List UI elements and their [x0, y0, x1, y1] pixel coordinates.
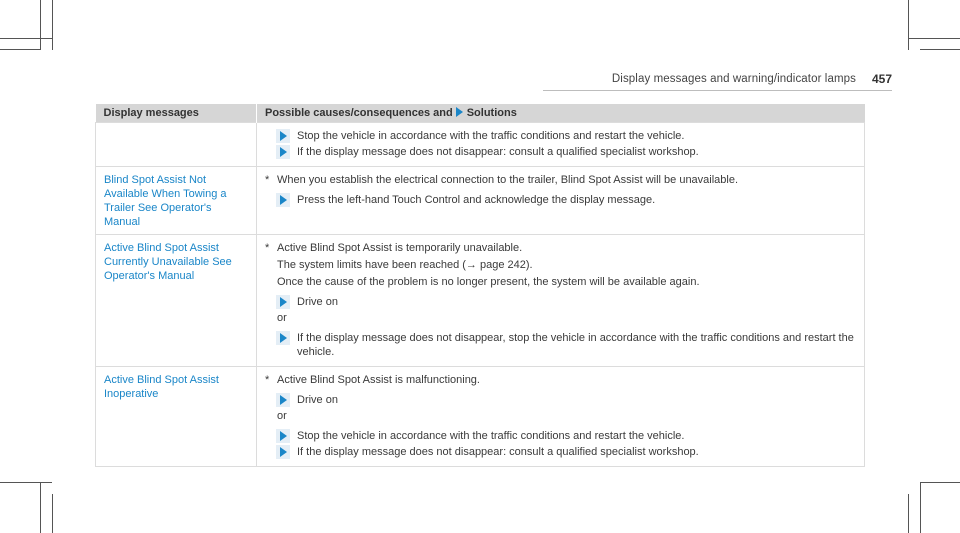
cause-detail: Once the cause of the problem is no longer present, the system will be available again.: [277, 275, 700, 288]
display-message: Active Blind Spot Assist Inoperative: [104, 373, 219, 400]
running-header-title: Display messages and warning/indicator lamps: [611, 73, 856, 85]
solution-step: If the display message does not disappear: consult a qualified specialist workshop.: [297, 145, 699, 158]
or-separator: or: [277, 409, 287, 422]
message-cell: [96, 166, 257, 234]
solution-step: Drive on: [297, 295, 338, 308]
solution-step: Press the left-hand Touch Control and acknowledge the display message.: [297, 193, 656, 206]
play-arrow-icon: [276, 331, 290, 345]
display-message: Active Blind Spot Assist Currently Unavailable See Operator's Manual: [104, 241, 232, 282]
cause-text: Active Blind Spot Assist is malfunctioning.: [277, 373, 480, 386]
solution-step: If the display message does not disappear: consult a qualified specialist workshop.: [297, 445, 699, 458]
table-row: [96, 366, 865, 466]
crop-mark: [908, 494, 909, 533]
play-arrow-icon: [276, 393, 290, 407]
play-arrow-icon: [456, 107, 463, 117]
solution-step: Stop the vehicle in accordance with the traffic conditions and restart the vehicle.: [297, 129, 685, 142]
column-header-messages: Display messages: [96, 104, 257, 122]
crop-mark: [0, 482, 52, 483]
display-message: Blind Spot Assist Not Available When Towing a Trailer See Operator's Manual: [104, 173, 227, 228]
play-arrow-icon: [276, 429, 290, 443]
message-cell: [96, 234, 257, 366]
cause-text: When you establish the electrical connection to the trailer, Blind Spot Assist will be unavailable.: [277, 173, 739, 186]
table-header-row: [96, 104, 865, 122]
solution-step: Drive on: [297, 393, 338, 406]
column-header-solutions: Possible causes/consequences and Solutions: [257, 104, 865, 122]
crop-mark: [920, 482, 921, 533]
table-row: [96, 166, 865, 234]
or-separator: or: [277, 311, 287, 324]
table-row: [96, 234, 865, 366]
play-arrow-icon: [276, 193, 290, 207]
play-arrow-icon: [276, 445, 290, 459]
play-arrow-icon: [276, 129, 290, 143]
cause-marker: *: [265, 241, 270, 254]
cause-text: Active Blind Spot Assist is temporarily unavailable.: [277, 241, 523, 254]
message-cell: [96, 122, 257, 166]
display-messages-table: [95, 104, 865, 467]
solution-cell: [257, 366, 865, 466]
message-cell: [96, 366, 257, 466]
solution-step: Stop the vehicle in accordance with the traffic conditions and restart the vehicle.: [297, 429, 685, 442]
table-row: [96, 122, 865, 166]
running-header: [0, 0, 960, 100]
crop-mark: [40, 482, 41, 533]
solution-cell: [257, 166, 865, 234]
play-arrow-icon: [276, 145, 290, 159]
crop-mark: [920, 482, 960, 483]
cause-detail: The system limits have been reached (→ page 242).: [277, 258, 533, 271]
solution-cell: [257, 234, 865, 366]
header-rule: [543, 90, 892, 91]
solution-cell: [257, 122, 865, 166]
crop-mark: [52, 494, 53, 533]
cause-marker: *: [265, 173, 270, 186]
play-arrow-icon: [276, 295, 290, 309]
page-number: 457: [871, 72, 892, 86]
cause-marker: *: [265, 373, 270, 386]
solution-step: If the display message does not disappear, stop the vehicle in accordance with the traffic conditions and restart the vehicle.: [297, 331, 854, 358]
